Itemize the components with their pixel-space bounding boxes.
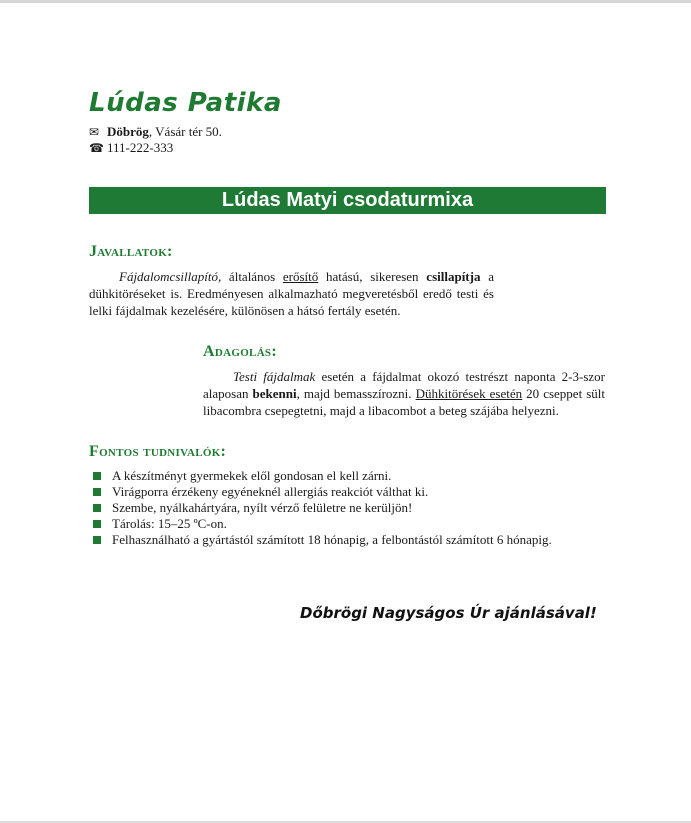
list-item <box>89 468 552 484</box>
javallatok-underlined: erősítő <box>282 269 319 284</box>
telephone-icon: ☎ <box>89 141 104 155</box>
section-heading-adagolas: Adagolás: <box>203 343 277 360</box>
address-town: Döbrög <box>107 124 149 139</box>
bullet-square-icon <box>93 472 101 480</box>
list-item-text: Felhasználható a gyártástól számított 18 hónapig, a felbontástól számított 6 hónapig. <box>112 532 552 547</box>
adagolas-text-3: 20 cseppet sült libacombra csepegtetni, majd a libacombot a beteg szájába helyezni. <box>203 386 606 418</box>
product-title-banner: Lúdas Matyi csodaturmixa <box>89 187 606 214</box>
list-item-text: Szembe, nyálkahártyára, nyílt vérző felületre ne kerüljön! <box>112 500 413 515</box>
section-heading-tudnivalok: Fontos tudnivalók: <box>89 443 227 460</box>
list-item-text: Tárolás: 15–25 ºC-on. <box>112 516 227 531</box>
javallatok-text-3: a dühkitöréseket is. Eredményesen alkalmazható megveretésből eredő testi és lelki fájdalmak kezelésére, különösen a hátsó fertály esetén. <box>89 269 494 318</box>
bullet-square-icon <box>93 488 101 496</box>
adagolas-underlined: Dühkitörések esetén <box>415 386 523 401</box>
list-item <box>89 500 552 516</box>
javallatok-term: Fájdalomcsillapító <box>119 269 218 284</box>
adagolas-bold: bekenni <box>252 386 297 401</box>
bullet-square-icon <box>93 520 101 528</box>
adagolas-text-1: esetén a fájdalmat okozó testrészt naponta 2-3-szor alaposan <box>203 369 605 401</box>
adagolas-term: Testi fájdalmak <box>233 369 316 384</box>
phone-number: 111-222-333 <box>107 140 174 155</box>
top-border <box>0 0 691 3</box>
list-item-text: Virágporra érzékeny egyéneknél allergiás reakciót válthat ki. <box>112 484 429 499</box>
javallatok-bold: csillapítja <box>426 269 481 284</box>
address-line <box>89 124 222 140</box>
tudnivalok-list <box>89 468 552 548</box>
recommendation-signature: Dőbrögi Nagyságos Úr ajánlásával! <box>300 604 597 622</box>
list-item <box>89 532 552 548</box>
list-item-text: A készítményt gyermekek elől gondosan el kell zárni. <box>112 468 392 483</box>
javallatok-paragraph <box>89 268 494 319</box>
phone-line <box>89 140 173 156</box>
pharmacy-logo-title: Lúdas Patika <box>89 88 282 118</box>
javallatok-text-1: , általános <box>217 269 283 284</box>
adagolas-paragraph <box>203 368 605 419</box>
list-item <box>89 484 552 500</box>
list-item <box>89 516 552 532</box>
adagolas-text-2: , majd bemasszírozni. <box>296 386 416 401</box>
bullet-square-icon <box>93 504 101 512</box>
envelope-icon: ✉ <box>89 125 100 139</box>
address-street: , Vásár tér 50. <box>148 124 222 139</box>
bullet-square-icon <box>93 536 101 544</box>
javallatok-text-2: hatású, sikeresen <box>318 269 427 284</box>
section-heading-javallatok: Javallatok: <box>89 243 173 260</box>
